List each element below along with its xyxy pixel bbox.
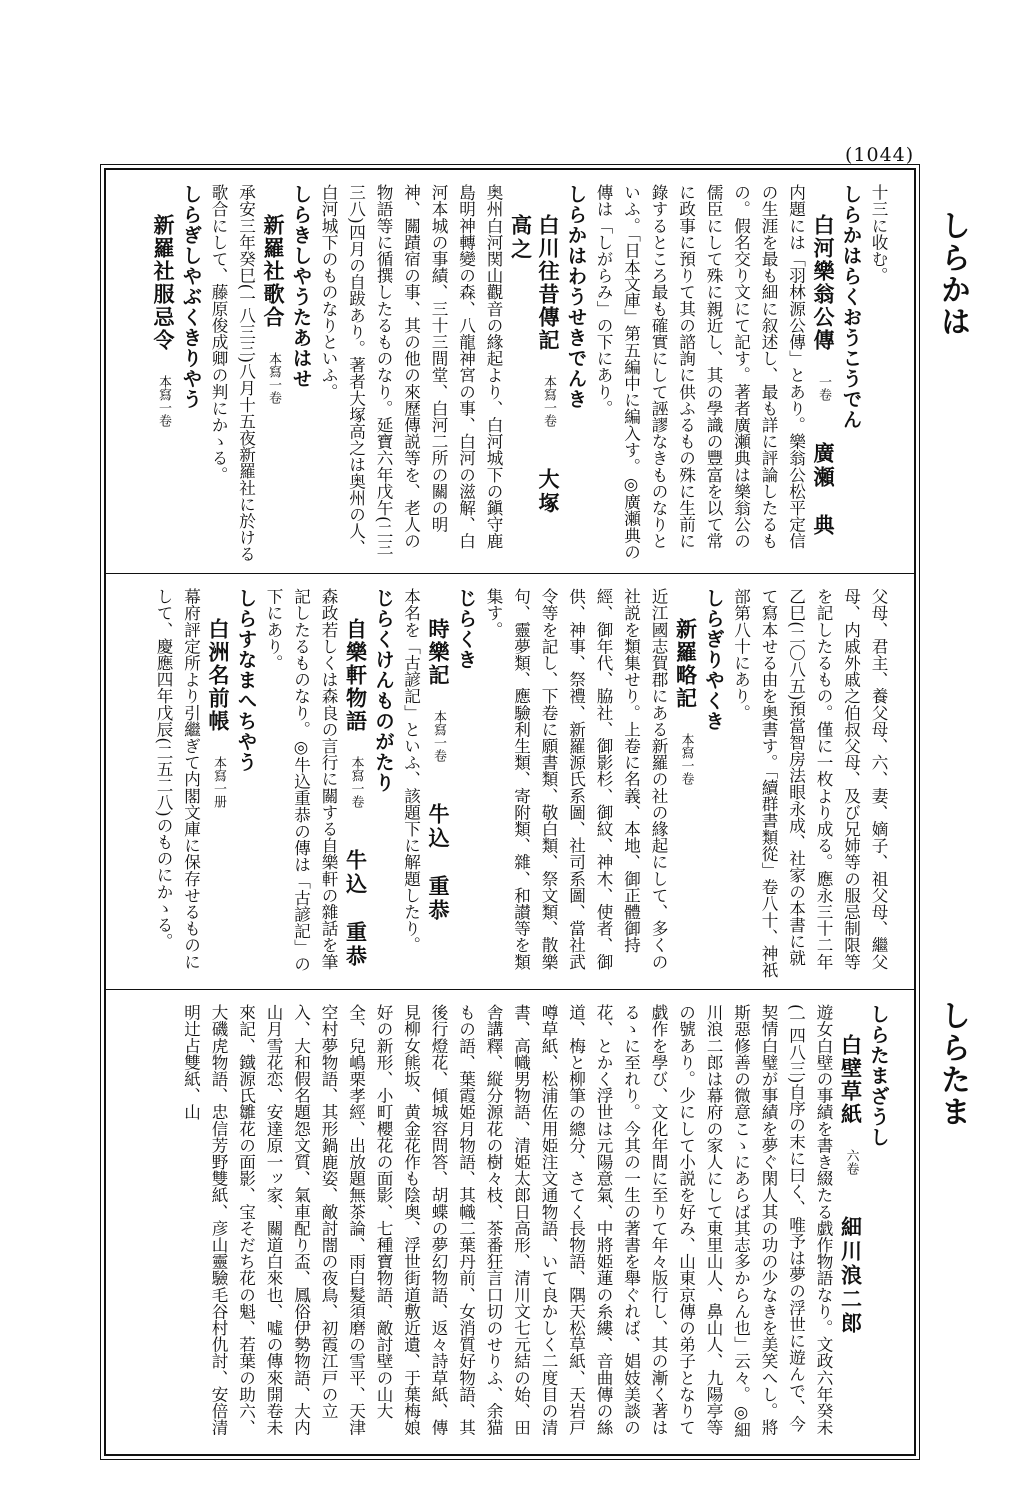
entry-author: 牛込 重恭 <box>426 803 451 924</box>
entry-kana: しらかはわうせきでんき <box>564 184 588 410</box>
entry-kana: しらきしやうたあはせ <box>289 184 313 389</box>
entry-body: 奥州白河関山觀音の緣起より、白河城下の鎭守鹿島明神轉變の森、八龍神宮の事、白河の滋解、白河本城の事績、三十三間堂、白河二所の關の明神、關蹟宿の事、其の他の來歷傳説等を、老人の物語等に循撰したるものなり。延寶六年戊午(二三三八)四月の自跋あり。著者大塚高之は奥州の人、白河城下のものなりといふ。 <box>319 184 503 556</box>
entry-title-line <box>205 588 233 979</box>
entry-title: 白河樂翁公傳 <box>811 213 836 352</box>
entry-title: 新羅社歌合 <box>261 213 286 329</box>
entry-body: 遊女白壁の事績を書き綴たる戯作物語なり。文政六年癸未(一四八三)自序の末に曰く、唯予は夢の浮世に遊んで、今契情白璧が事績を夢ぐ閑人其の功の少なきを美笑へし。將斯惡修善の微意こゝにあらば其志多からん也」云々。◎細川浪二郎は幕府の家人にして東里山人、鼻山人、九陽亭等の號あり。少にして小説を好み、山東京傳の弟子となりて戯作を學び、文化年間に至りて年々版行し、其の漸く著はるゝに至れり。今其の一生の著書を舉ぐれば、娼妓美談の花、とかく浮世は元陽意氣、中將姫蓮の糸縷、音曲傳の絲道、梅と柳筆の總分、さてく長物語、隅天松草紙、天岩戸噂草紙、松浦佐用姫注文通物語、いて良かしく二度目の清書、高幟男物語、清姫太郎日高形、清川文七元結の始、田舎講釋、縦分源花の樹々枝、茶番狂言口切のせりふ、余猫もの語、葉霞姫月物語、其幟二葉丹前、女消質好物語、其後行燈花、傾城容問答、胡蝶の夢幻物語、返々詩草紙、傳見柳女熊坂、黄金花作も陰奥、浮世街道敷近遺、于葉梅娘好の新形、小町櫻花の面影、七種寶物語、敵討壁の山大全、兒嶋栗孝經、出放題無茶論、雨白髮須磨の雪平、天津空村夢物語、其形鍋鹿姿、敵討闇の夜鳥、初霞江戸の立入、大和假名題怨文質、氣車配り盃、鳳俗伊勢物語、大内山月雪花恋、安達原一ッ家、關道白來也、噓の傳來開卷未來記、鐡源氏雛花の面影、宝そだち花の魁、若葉の助六、大磯虎物語、忠信芳野雙紙、彦山靈驗毛谷村仇討、安倍清明辻占雙紙、山 <box>181 1004 833 1438</box>
entry-body: 承安三年癸巳(一八三三)八月十五夜新羅社に於ける歌合にして、藤原俊成卿の判にかゝる。 <box>209 184 256 563</box>
entry-title: 時樂記 <box>426 617 451 687</box>
entry-volumes: 本寫一册 <box>211 756 226 809</box>
entry-author: 大塚 高之 <box>508 213 561 541</box>
entry-title-line <box>672 588 700 979</box>
entry-kana: しらたまざうし <box>867 1004 890 1148</box>
entry-title-line <box>507 184 562 563</box>
entry-author: 廣瀬 典 <box>811 442 836 539</box>
entry-author: 細川浪二郎 <box>838 1216 864 1337</box>
entry-volumes: 本寫一卷 <box>541 375 556 428</box>
entry-volumes: 一卷 <box>816 375 831 402</box>
entry-author: 牛込 重恭 <box>343 849 369 970</box>
entry-title: 自樂軒物語 <box>343 617 369 733</box>
entry-title: 新羅略記 <box>673 617 699 710</box>
entry-title: 白壁草紙 <box>838 1033 864 1126</box>
margin-headword-upper: しらかは <box>935 210 970 338</box>
continuation-text: 父母、君主、養父母、六、妻、嫡子、祖父母、繼父母、内戚外戚之伯叔父母、及び兄姉等の服忌制限等を記したるもの。僅に一枚より成る。應永三十二年乙巳(二〇八五)預當智房法眼永成、社家の本書に就て寫本せる由を奥書す。「續群書類從」卷八十、神祇部第八十にあり。 <box>731 588 888 979</box>
section-middle <box>106 574 914 990</box>
page-frame <box>104 168 916 1456</box>
entry-body: 森政若しくは森良の言行に關する自樂軒の雜話を筆記したるものなり。◎牛込重恭の傳は「古諺記」の下にあり。 <box>264 588 338 973</box>
page-number: (1044) <box>845 144 915 166</box>
entry-title-line <box>342 588 370 979</box>
entry-body: 本名を「古諺記」といふ、該題下に解題したり。 <box>401 588 421 954</box>
section-bottom <box>106 990 914 1456</box>
entry-title-line <box>150 184 178 563</box>
entry-kana: しらかはらくおうこうでん <box>839 184 863 430</box>
entry-body: 内題には「羽林源公傳」とあり。樂翁公松平定信の生涯を最も細に叙述し、最も詳に評論したるもの。假名交り文にて記す。著者廣瀬典は樂翁公の儒臣にして殊に親近し、其の學識の豐富を以て常に政事に預りて其の諮詢に供ふるもの殊に生前に錄するところ最も確實にして誣謬なきものなりといふ。「日本文庫」第五編中に編入す。◎廣瀬典の傳は「しがらみ」の下にあり。 <box>594 184 806 560</box>
section-top <box>106 170 914 574</box>
entry-kana: じらくけんものがたり <box>372 588 395 793</box>
entry-title: 白川往昔傳記 <box>536 213 561 352</box>
entry-title-line <box>260 184 288 563</box>
entry-body: 近江國志賀郡にある新羅の社の緣起にして、多くの社説を類集せり。上卷に名義、本地、御正體御持經、御年代、脇社、御影杉、御紋、神木、使者、御供、神事、祭禮、新羅源氏系圖、社司系圖、當社武令等を記し、下卷に願書類、敬白類、祭文類、散樂句、靈夢類、應驗利生類、寄附類、雜、和讃等を類集す。 <box>484 588 668 970</box>
entry-kana: しらぎりやくき <box>702 588 725 732</box>
entry-title-line <box>837 1004 865 1446</box>
entry-title: 新羅社服忌令 <box>151 213 176 352</box>
entry-body: 幕府評定所より引繼ぎて内閣文庫に保存せるものにして、慶應四年戊辰(二五二八)のものにかゝる。 <box>154 588 201 970</box>
entry-kana: しらぎしやぶくきりやう <box>179 184 203 410</box>
entry-volumes: 六卷 <box>843 1149 859 1176</box>
continuation-line: 十三に收む。 <box>869 184 888 284</box>
entry-title: 白洲名前帳 <box>206 617 231 733</box>
entry-volumes: 本寫一卷 <box>431 710 446 763</box>
entry-volumes: 本寫一卷 <box>348 756 364 809</box>
entry-title-line <box>810 184 838 563</box>
entry-kana: じらくき <box>454 588 478 670</box>
margin-headword-lower: しらたま <box>935 1000 970 1128</box>
entry-kana: しらすなまへちやう <box>234 588 258 773</box>
entry-title-line <box>425 588 453 979</box>
entry-volumes: 本寫一卷 <box>678 733 694 786</box>
entry-volumes: 本寫一卷 <box>156 375 171 428</box>
entry-volumes: 本寫一卷 <box>266 352 281 405</box>
